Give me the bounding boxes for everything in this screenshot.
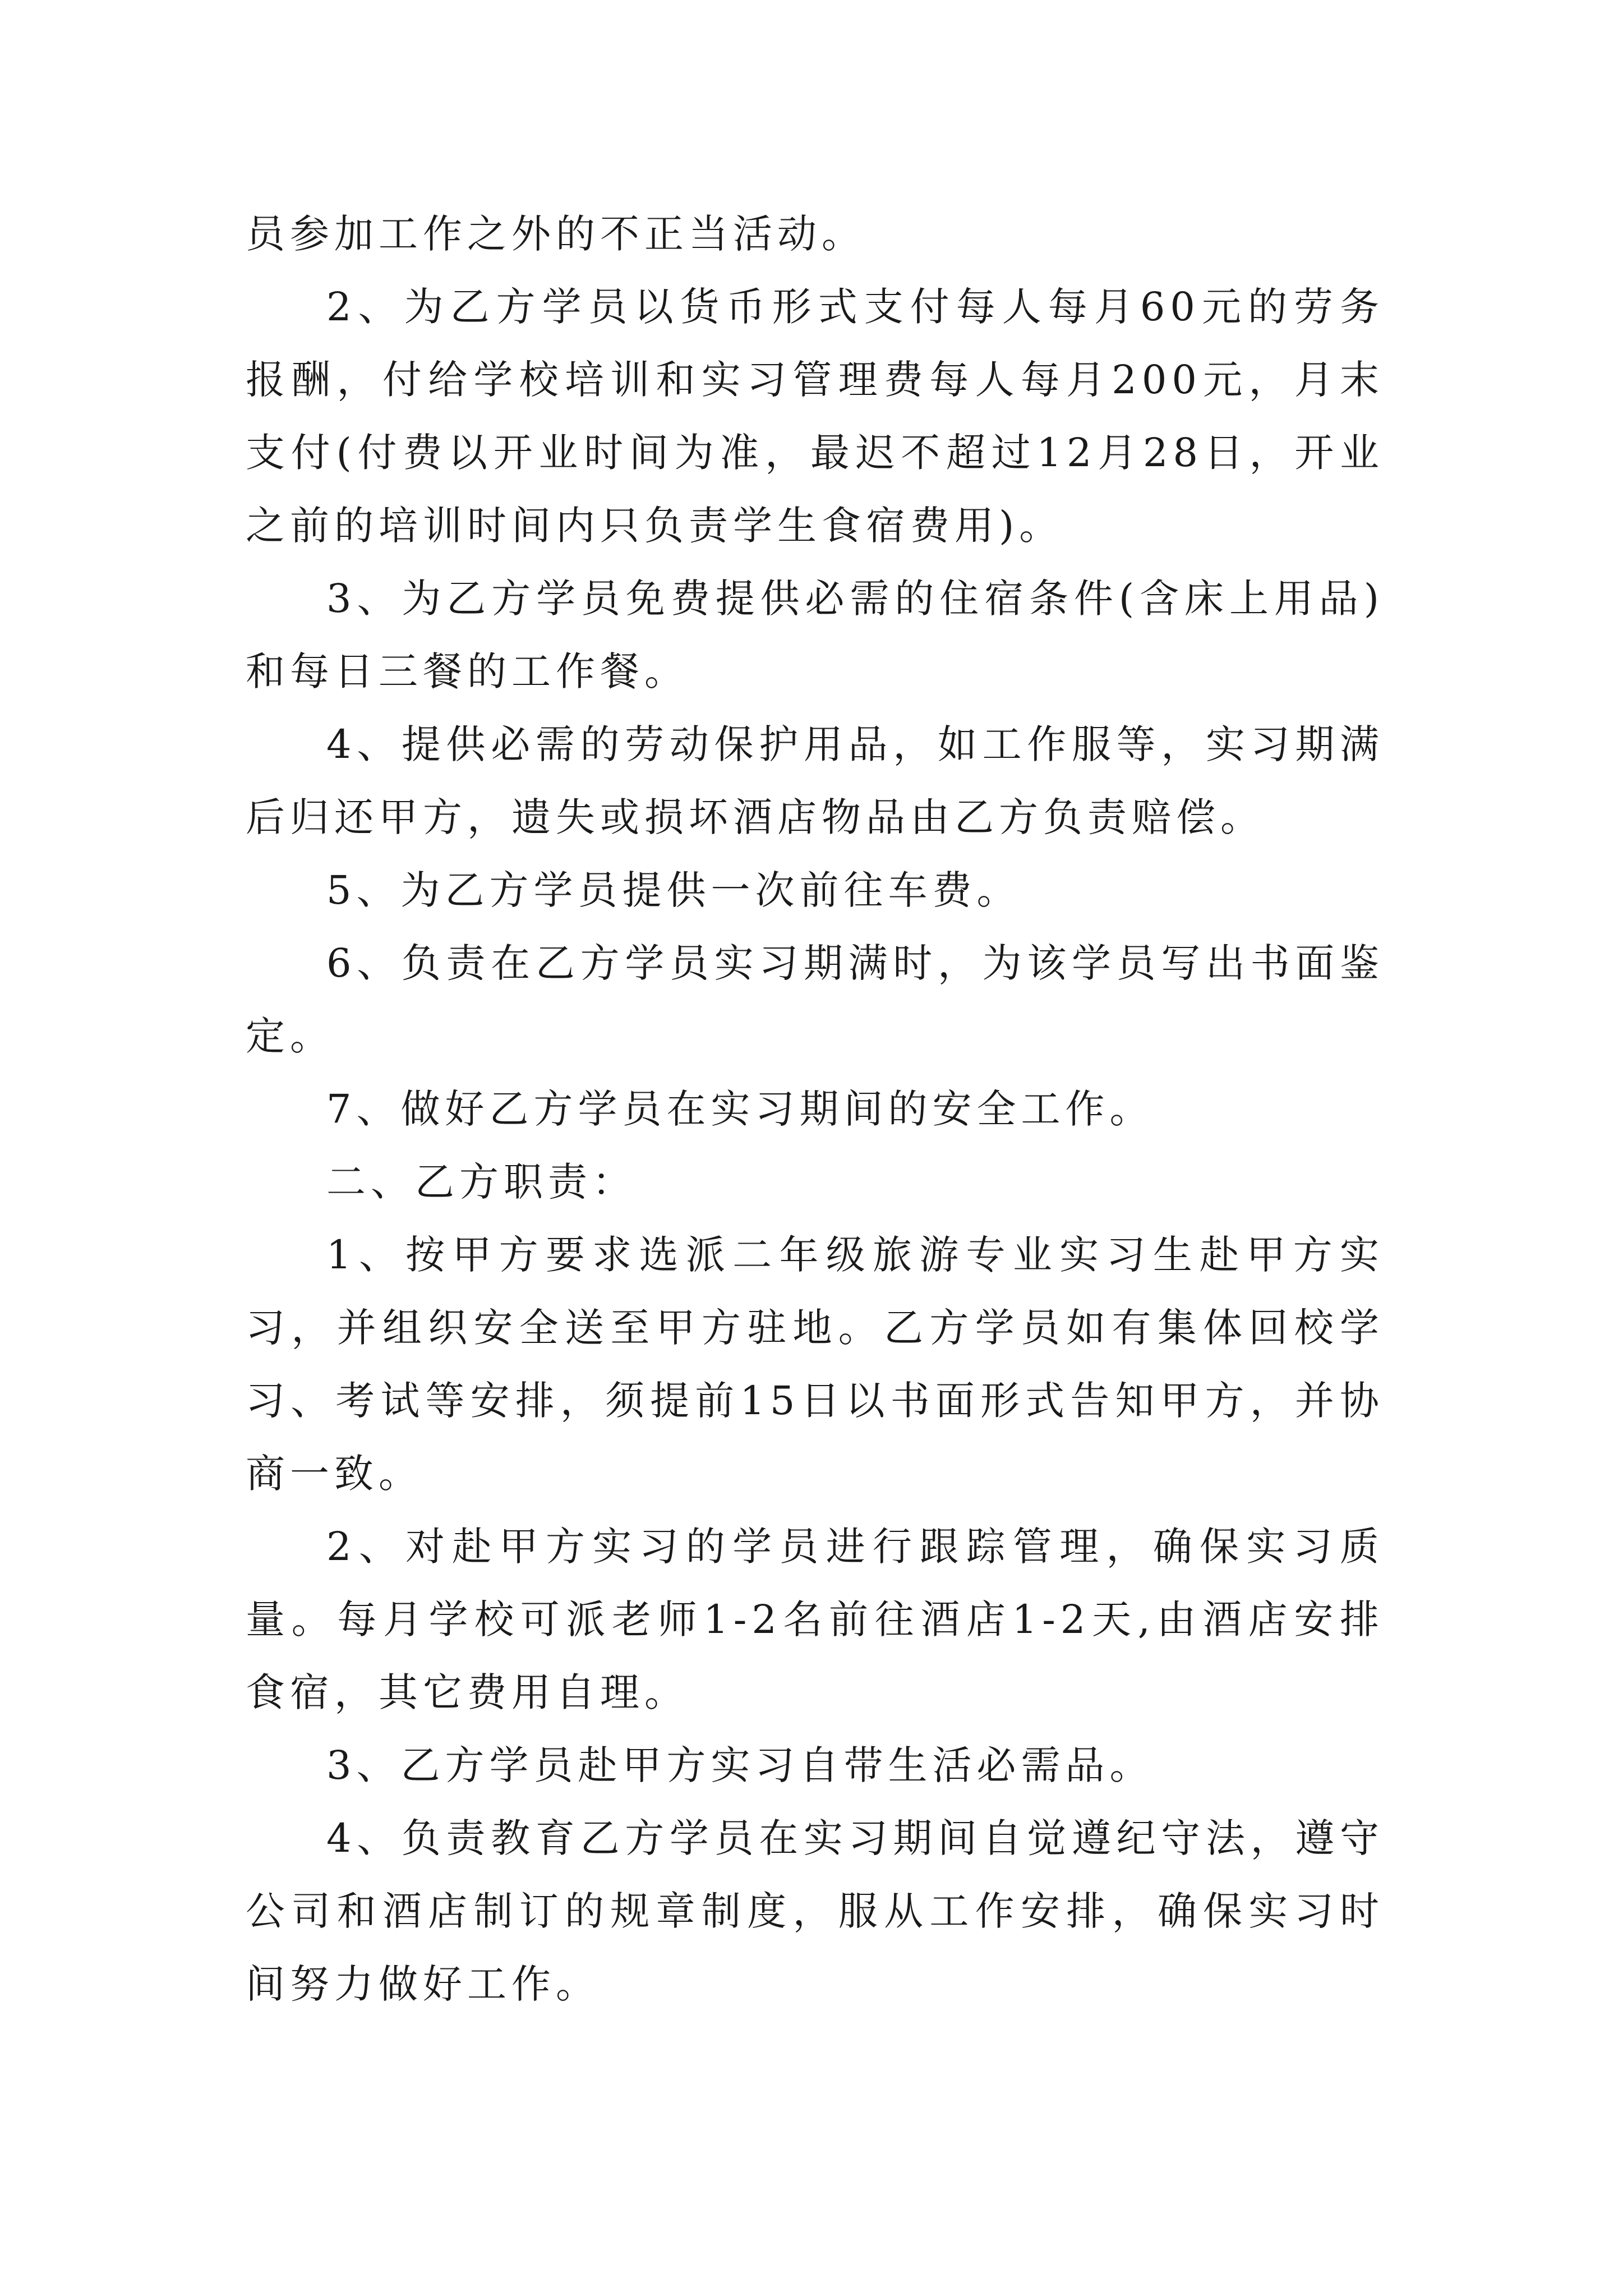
paragraph-b-item-3-necessities: 3、乙方学员赴甲方实习自带生活必需品。 <box>326 1742 1154 1788</box>
paragraph-item-6-appraisal: 6、负责在乙方学员实习期满时，为该学员写出书面鉴定。 <box>246 940 1384 1059</box>
paragraph-b-item-2-management: 2、对赴甲方实习的学员进行跟踪管理，确保实习质量。每月学校可派老师1-2名前往酒店1-2天,由酒店安排食宿，其它费用自理。 <box>246 1524 1384 1715</box>
document-body <box>246 197 1384 2021</box>
paragraph-item-7-safety: 7、做好乙方学员在实习期间的安全工作。 <box>326 1086 1154 1132</box>
paragraph-b-item-1-selection: 1、按甲方要求选派二年级旅游专业实习生赴甲方实习，并组织安全送至甲方驻地。乙方学员如有集体回校学习、考试等安排，须提前15日以书面形式告知甲方，并协商一致。 <box>246 1232 1384 1497</box>
paragraph-item-4-protective-gear: 4、提供必需的劳动保护用品，如工作服等，实习期满后归还甲方，遗失或损坏酒店物品由乙方负责赔偿。 <box>246 721 1384 840</box>
paragraph-item-5-travel-fee: 5、为乙方学员提供一次前往车费。 <box>326 867 1021 913</box>
section-heading-party-b: 二、乙方职责： <box>326 1159 637 1205</box>
paragraph-item-2-payment: 2、为乙方学员以货币形式支付每人每月60元的劳务报酬，付给学校培训和实习管理费每人每月200元，月末支付(付费以开业时间为准，最迟不超过12月28日，开业之前的培训时间内只负责学生食宿费用)。 <box>246 284 1384 549</box>
paragraph-b-item-4-discipline: 4、负责教育乙方学员在实习期间自觉遵纪守法，遵守公司和酒店制订的规章制度，服从工作安排，确保实习时间努力做好工作。 <box>246 1815 1384 2007</box>
paragraph-continuation: 员参加工作之外的不正当活动。 <box>246 211 866 257</box>
paragraph-item-3-accommodation: 3、为乙方学员免费提供必需的住宿条件(含床上用品)和每日三餐的工作餐。 <box>246 576 1384 694</box>
